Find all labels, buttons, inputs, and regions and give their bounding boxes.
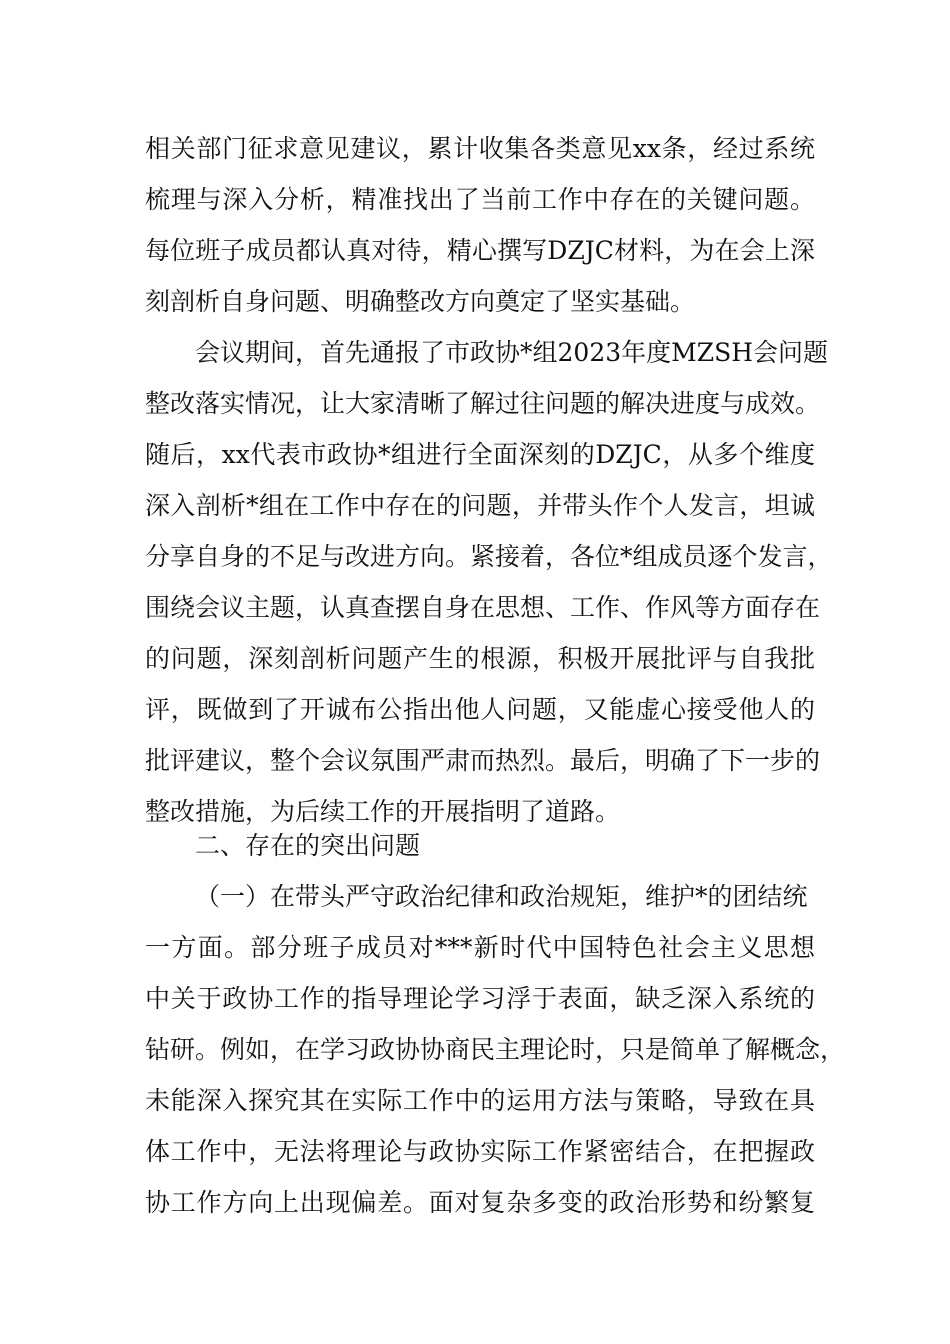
text-line: 钻研。例如，在学习政协协商民主理论时，只是简单了解概念， bbox=[145, 1035, 846, 1064]
text-line: 刻剖析自身问题、明确整改方向奠定了坚实基础。 bbox=[145, 287, 696, 316]
paragraph-first-line: （一）在带头严守政治纪律和政治规矩，维护*的团结统 bbox=[195, 882, 808, 911]
text-line: 评，既做到了开诚布公指出他人问题，又能虚心接受他人的 bbox=[145, 695, 815, 724]
text-line: 一方面。部分班子成员对***新时代中国特色社会主义思想 bbox=[145, 933, 815, 962]
text-line: 整改落实情况，让大家清晰了解过往问题的解决进度与成效。 bbox=[145, 389, 821, 418]
paragraph-first-line: 会议期间，首先通报了市政协*组2023年度MZSH会问题 bbox=[195, 338, 829, 367]
section-heading: 二、存在的突出问题 bbox=[195, 831, 421, 860]
text-line: 中关于政协工作的指导理论学习浮于表面，缺乏深入系统的 bbox=[145, 984, 815, 1013]
text-line: 未能深入探究其在实际工作中的运用方法与策略，导致在具 bbox=[145, 1086, 815, 1115]
text-line: 分享自身的不足与改进方向。紧接着，各位*组成员逐个发言， bbox=[145, 542, 833, 571]
text-line: 每位班子成员都认真对待，精心撰写DZJC材料，为在会上深 bbox=[145, 236, 815, 265]
text-line: 体工作中，无法将理论与政协实际工作紧密结合，在把握政 bbox=[145, 1137, 815, 1166]
text-line: 整改措施，为后续工作的开展指明了道路。 bbox=[145, 797, 621, 826]
text-line: 的问题，深刻剖析问题产生的根源，积极开展批评与自我批 bbox=[145, 644, 815, 673]
text-line: 随后，xx代表市政协*组进行全面深刻的DZJC，从多个维度 bbox=[145, 440, 815, 469]
text-line: 围绕会议主题，认真查摆自身在思想、工作、作风等方面存在 bbox=[145, 593, 821, 622]
text-line: 梳理与深入分析，精准找出了当前工作中存在的关键问题。 bbox=[145, 185, 815, 214]
text-line: 协工作方向上出现偏差。面对复杂多变的政治形势和纷繁复 bbox=[145, 1188, 815, 1217]
text-line: 相关部门征求意见建议，累计收集各类意见xx条，经过系统 bbox=[145, 134, 815, 163]
text-line: 批评建议，整个会议氛围严肃而热烈。最后，明确了下一步的 bbox=[145, 746, 821, 775]
text-line: 深入剖析*组在工作中存在的问题，并带头作个人发言，坦诚 bbox=[145, 491, 815, 520]
